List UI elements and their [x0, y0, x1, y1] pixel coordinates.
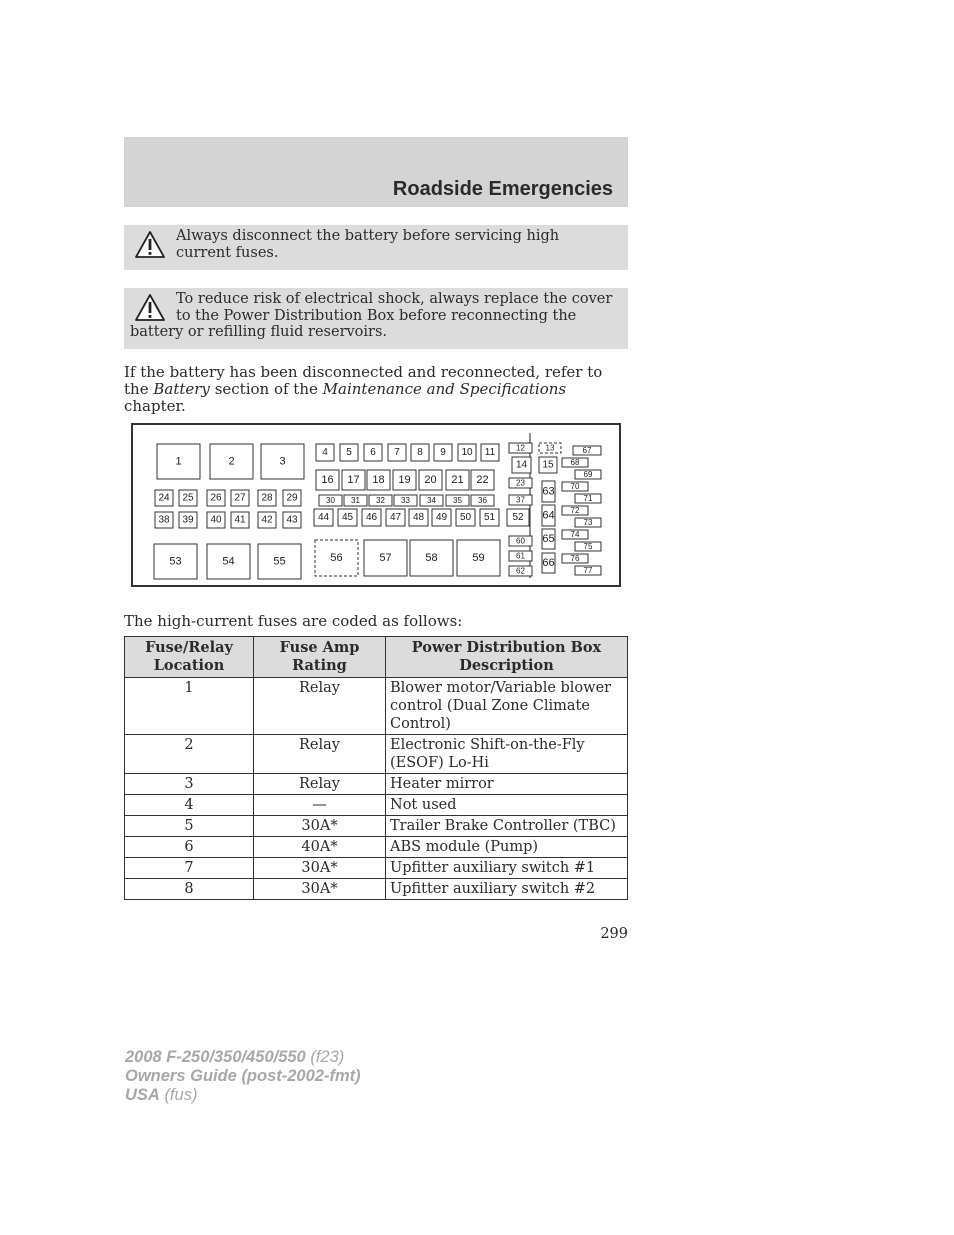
fuse-slot — [542, 529, 555, 549]
fuse-slot-label: 53 — [169, 555, 182, 568]
fuse-slot — [507, 509, 529, 526]
cell-description: Blower motor/Variable blower control (Dual Zone Climate Control) — [386, 678, 628, 735]
fuse-slot-label: 40 — [210, 514, 222, 526]
section-header — [124, 137, 628, 207]
fuse-slot — [562, 482, 588, 491]
fuse-slot-label: 5 — [346, 447, 352, 458]
fuse-slot — [179, 490, 197, 506]
col-header-location: Fuse/Relay Location — [125, 637, 254, 678]
fuse-slot — [509, 443, 532, 453]
fuse-slot — [562, 458, 588, 467]
fuse-slot-label: 36 — [478, 496, 487, 505]
fuse-slot — [283, 490, 301, 506]
fuse-slot — [386, 509, 405, 526]
table-row — [125, 795, 628, 816]
fuse-slot — [480, 509, 499, 526]
cell-description: Upfitter auxiliary switch #1 — [386, 858, 628, 879]
fuse-slot — [409, 509, 428, 526]
fuse-slot — [207, 512, 225, 528]
fuse-slot-label: 18 — [372, 474, 385, 486]
fuse-slot-label: 20 — [424, 474, 437, 486]
fuse-slot — [456, 509, 475, 526]
chapter-ref: Maintenance and Specifications — [322, 380, 567, 398]
fuse-slot — [388, 444, 406, 461]
fuse-slot — [509, 566, 532, 576]
fuse-slot-label: 71 — [583, 494, 593, 503]
fuse-slot — [364, 444, 382, 461]
fuse-slot — [231, 512, 249, 528]
table-header-row — [125, 637, 628, 678]
fuse-slot — [471, 495, 494, 506]
fuse-slot — [481, 444, 499, 461]
fuse-slot — [575, 542, 601, 551]
fuse-slot-label: 12 — [516, 443, 525, 453]
fuse-slot — [364, 540, 407, 576]
fuse-slot-label: 30 — [326, 496, 335, 505]
fuse-slot-label: 32 — [376, 496, 385, 505]
fuse-slot — [340, 444, 358, 461]
fuse-slot-label: 43 — [286, 514, 298, 526]
fuse-slot-label: 23 — [516, 478, 525, 488]
fuse-slot — [207, 490, 225, 506]
fuse-slot-label: 31 — [351, 496, 360, 505]
fuse-slot-label: 3 — [279, 455, 286, 468]
fuse-slot — [362, 509, 381, 526]
fuse-slot-label: 34 — [427, 496, 436, 505]
fuse-slot-label: 10 — [461, 447, 473, 458]
fuse-slot — [369, 495, 392, 506]
fuse-slot-label: 47 — [389, 512, 402, 523]
cell-description: Heater mirror — [386, 774, 628, 795]
fuse-slot-label: 77 — [583, 566, 593, 575]
fuse-slot-label: 21 — [451, 474, 464, 486]
fuse-slot-label: 63 — [542, 485, 555, 498]
fuse-slot-label: 55 — [273, 555, 286, 568]
fuse-slot-label: 29 — [286, 492, 298, 504]
fuse-box-diagram — [131, 423, 621, 587]
cell-location: 6 — [125, 837, 254, 858]
footer-region: USA — [125, 1086, 160, 1104]
warning-triangle-icon — [134, 293, 166, 323]
fuse-slot — [394, 495, 417, 506]
fuse-slot — [155, 490, 173, 506]
fuse-slot — [575, 566, 601, 575]
fuse-slot — [231, 490, 249, 506]
warning-text: To reduce risk of electrical shock, always replace the cover to the Power Distribution Box before reconnecting the battery or refilling fluid reservoirs. — [130, 291, 613, 340]
fuse-slot-label: 72 — [570, 506, 580, 515]
fuse-slot-label: 41 — [234, 514, 246, 526]
footer-region-code: (fus) — [164, 1086, 198, 1104]
fuse-slot — [542, 553, 555, 573]
cell-location: 1 — [125, 678, 254, 735]
table-row — [125, 879, 628, 900]
cell-rating: 30A* — [254, 816, 386, 837]
fuse-slot — [210, 444, 253, 479]
intro-text: chapter. — [124, 397, 186, 415]
warning-box-battery — [124, 225, 628, 270]
fuse-slot-label: 56 — [330, 552, 343, 564]
fuse-slot — [258, 490, 276, 506]
warning-triangle-icon — [134, 230, 166, 260]
cell-rating: Relay — [254, 735, 386, 774]
fuse-slot — [316, 470, 339, 490]
fuse-slot-label: 2 — [228, 455, 235, 468]
table-intro: The high-current fuses are coded as follows: — [124, 612, 463, 630]
fuse-slot — [367, 470, 390, 490]
fuse-slot-label: 57 — [379, 552, 392, 564]
fuse-slot-label: 75 — [583, 542, 593, 551]
fuse-slot — [575, 518, 601, 527]
fuse-slot-label: 73 — [583, 518, 593, 527]
fuse-slot-label: 11 — [484, 447, 496, 458]
fuse-slot-label: 66 — [542, 557, 555, 569]
fuse-slot-label: 60 — [516, 536, 525, 546]
intro-text: If the battery has been disconnected and reconnected, refer to the — [124, 363, 603, 398]
fuse-slot — [575, 470, 601, 479]
cell-description: Upfitter auxiliary switch #2 — [386, 879, 628, 900]
fuse-slot — [562, 506, 588, 515]
fuse-slot — [207, 544, 250, 579]
fuse-slot — [432, 509, 451, 526]
fuse-slot — [261, 444, 304, 479]
fuse-slot — [316, 444, 334, 461]
warning-text: Always disconnect the battery before servicing high current fuses. — [176, 228, 560, 261]
fuse-slot — [542, 481, 555, 502]
fuse-slot — [509, 495, 532, 505]
fuse-slot — [573, 446, 601, 455]
cell-rating: Relay — [254, 774, 386, 795]
fuse-slot-label: 45 — [341, 512, 354, 523]
fuse-slot-label: 4 — [322, 447, 328, 458]
fuse-slot — [458, 444, 476, 461]
fuse-slot-label: 7 — [394, 447, 400, 458]
fuse-box-svg — [133, 425, 619, 585]
fuse-slot-label: 16 — [321, 474, 334, 486]
fuse-slot — [179, 512, 197, 528]
fuse-slot — [575, 494, 601, 503]
fuse-slot — [509, 478, 532, 488]
fuse-slot-label: 19 — [398, 474, 411, 486]
fuse-slot — [471, 470, 494, 490]
fuse-slot-label: 70 — [570, 482, 580, 491]
fuse-slot-label: 24 — [158, 492, 170, 504]
cell-location: 4 — [125, 795, 254, 816]
col-header-rating: Fuse Amp Rating — [254, 637, 386, 678]
fuse-slot-label: 44 — [317, 512, 330, 523]
fuse-slot — [314, 509, 333, 526]
cell-description: Not used — [386, 795, 628, 816]
page-number: 299 — [600, 926, 628, 942]
fuse-slot-label: 42 — [261, 514, 273, 526]
fuse-slot-label: 52 — [512, 512, 524, 523]
fuse-slot-label: 33 — [401, 496, 410, 505]
fuse-slot-label: 62 — [516, 566, 525, 576]
fuse-slot-label: 50 — [459, 512, 472, 523]
battery-ref: Battery — [153, 380, 210, 398]
fuse-slot-label: 8 — [417, 447, 423, 458]
cell-location: 2 — [125, 735, 254, 774]
fuse-slot-label: 54 — [222, 555, 235, 568]
fuse-slot — [338, 509, 357, 526]
fuse-slot — [539, 443, 561, 453]
intro-text: section of the — [214, 380, 318, 398]
fuse-slot-label: 38 — [158, 514, 170, 526]
fuse-slot-label: 1 — [175, 455, 182, 468]
fuse-slot — [154, 544, 197, 579]
fuse-slot — [319, 495, 342, 506]
fuse-slot-label: 64 — [542, 509, 555, 522]
fuse-slot — [539, 457, 557, 473]
fuse-slot-label: 68 — [570, 458, 580, 467]
fuse-slot — [434, 444, 452, 461]
fuse-slot — [446, 470, 469, 490]
cell-location: 5 — [125, 816, 254, 837]
fuse-slot — [393, 470, 416, 490]
fuse-slot-label: 69 — [583, 470, 593, 479]
fuse-slot — [411, 444, 429, 461]
fuse-slot — [457, 540, 500, 576]
fuse-slot-label: 74 — [570, 530, 580, 539]
cell-location: 8 — [125, 879, 254, 900]
fuse-slot — [512, 457, 531, 473]
fuse-slot-label: 35 — [453, 496, 462, 505]
fuse-slot — [446, 495, 469, 506]
cell-location: 3 — [125, 774, 254, 795]
cell-rating: — — [254, 795, 386, 816]
fuse-slot — [157, 444, 200, 479]
fuse-slot — [315, 540, 358, 576]
cell-description: Electronic Shift-on-the-Fly (ESOF) Lo-Hi — [386, 735, 628, 774]
fuse-slot-label: 49 — [435, 512, 448, 523]
fuse-slot-label: 28 — [261, 492, 273, 504]
fuse-slot — [562, 530, 588, 539]
fuse-slot-label: 6 — [370, 447, 376, 458]
table-row — [125, 858, 628, 879]
section-title: Roadside Emergencies — [392, 178, 613, 200]
fuse-slot-label: 27 — [234, 492, 246, 504]
table-row — [125, 735, 628, 774]
fuse-slot — [155, 512, 173, 528]
cell-rating: 30A* — [254, 879, 386, 900]
footer-guide: Owners Guide (post-2002-fmt) — [125, 1067, 361, 1085]
fuse-slot-label: 9 — [440, 447, 446, 458]
fuse-slot — [509, 551, 532, 561]
cell-description: Trailer Brake Controller (TBC) — [386, 816, 628, 837]
fuse-slot-label: 59 — [472, 552, 485, 564]
fuse-slot-label: 39 — [182, 514, 194, 526]
fuse-slot-label: 67 — [582, 446, 592, 455]
fuse-slot-label: 15 — [542, 459, 554, 471]
cell-description: ABS module (Pump) — [386, 837, 628, 858]
fuse-slot — [410, 540, 453, 576]
cell-rating: 30A* — [254, 858, 386, 879]
fuse-slot-label: 76 — [570, 554, 580, 563]
fuse-slot — [509, 536, 532, 546]
fuse-table — [124, 636, 628, 900]
fuse-slot-label: 61 — [516, 551, 525, 561]
fuse-slot — [258, 544, 301, 579]
fuse-slot-label: 51 — [483, 512, 496, 523]
cell-location: 7 — [125, 858, 254, 879]
fuse-slot-label: 58 — [425, 552, 438, 564]
fuse-slot — [283, 512, 301, 528]
fuse-slot — [344, 495, 367, 506]
fuse-slot — [562, 554, 588, 563]
fuse-slot-label: 17 — [347, 474, 360, 486]
fuse-slot — [258, 512, 276, 528]
fuse-slot-label: 14 — [515, 459, 528, 471]
fuse-slot — [542, 505, 555, 526]
table-row — [125, 837, 628, 858]
cell-rating: Relay — [254, 678, 386, 735]
table-row — [125, 816, 628, 837]
fuse-slot-label: 13 — [545, 443, 555, 453]
fuse-slot-label: 48 — [412, 512, 425, 523]
fuse-slot-label: 46 — [365, 512, 378, 523]
fuse-slot — [420, 495, 443, 506]
fuse-slot-label: 26 — [210, 492, 222, 504]
fuse-slot — [342, 470, 365, 490]
warning-box-shock — [124, 288, 628, 349]
footer-code: (f23) — [310, 1048, 345, 1066]
intro-paragraph — [124, 364, 628, 415]
col-header-description: Power Distribution Box Description — [386, 637, 628, 678]
table-row — [125, 774, 628, 795]
fuse-slot-label: 37 — [516, 495, 525, 505]
fuse-slot-label: 25 — [182, 492, 194, 504]
cell-rating: 40A* — [254, 837, 386, 858]
footer-model: 2008 F-250/350/450/550 — [125, 1048, 306, 1066]
fuse-slot — [419, 470, 442, 490]
document-footer — [125, 1048, 361, 1105]
fuse-slot-label: 22 — [476, 474, 489, 486]
table-row — [125, 678, 628, 735]
fuse-slot-label: 65 — [542, 533, 555, 545]
